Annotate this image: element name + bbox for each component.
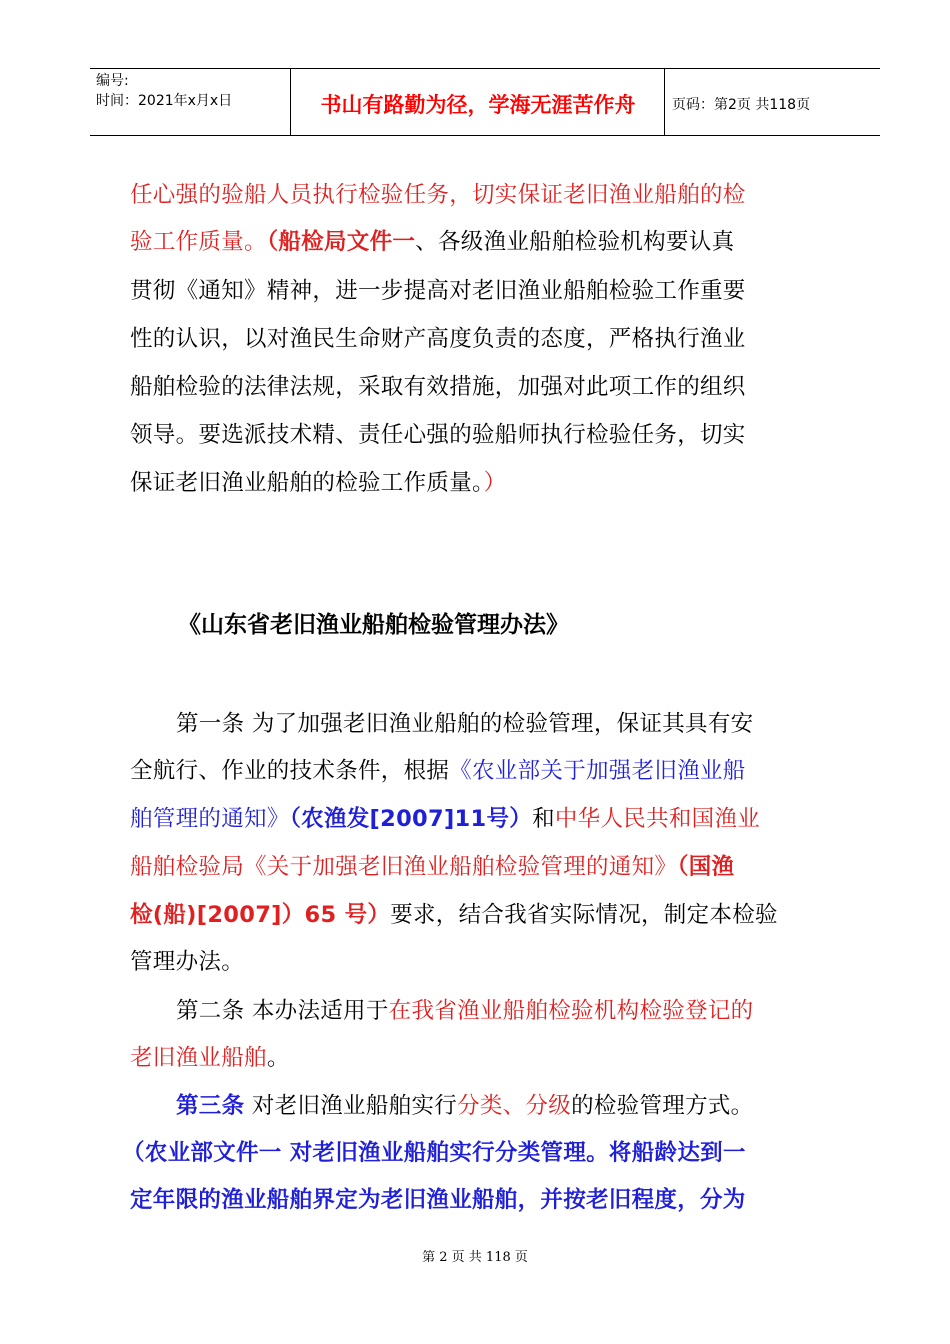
article1-line-3-b: （农渔发[2007]11号） bbox=[289, 806, 533, 832]
article2-line-1-a: 第二条 本办法适用于 bbox=[176, 998, 389, 1024]
para1-line-4: 性的认识，以对渔民生命财产高度负责的态度，严格执行渔业 bbox=[130, 326, 746, 352]
article3-line-3: 定年限的渔业船舶界定为老旧渔业船舶，并按老旧程度，分为 bbox=[130, 1187, 746, 1213]
article1-line-4-a: 船舶检验局《关于加强老旧渔业船舶检验管理的通知》 bbox=[130, 854, 678, 880]
para1-line-6: 领导。要选派技术精、责任心强的验船师执行检验任务，切实 bbox=[130, 422, 746, 448]
para1-line-7-b: ） bbox=[483, 470, 507, 496]
header-bottom-rule bbox=[90, 135, 880, 136]
para1-line-2-b: （船检局文件一 bbox=[266, 229, 416, 255]
article2-line-2-a: 老旧渔业船舶 bbox=[130, 1045, 267, 1071]
article3-line-1-c: 分类、分级 bbox=[457, 1093, 572, 1119]
article3-line-1-a: 第三条 bbox=[176, 1093, 245, 1119]
article3-line-2: （农业部文件一 对老旧渔业船舶实行分类管理。将船龄达到一 bbox=[122, 1140, 746, 1166]
article3-line-1-b: 对老旧渔业船舶实行 bbox=[244, 1093, 458, 1119]
article3-line-1-d: 的检验管理方式。 bbox=[571, 1093, 754, 1119]
document-title: 《山东省老旧渔业船舶检验管理办法》 bbox=[178, 612, 569, 638]
article1-line-3 bbox=[130, 804, 760, 834]
article1-line-4-b: （国渔 bbox=[677, 854, 735, 880]
header-page-label: 页码：第2页 共118页 bbox=[672, 97, 811, 113]
article1-line-6: 管理办法。 bbox=[130, 949, 245, 975]
para1-line-7 bbox=[130, 468, 506, 498]
article1-line-1: 第一条 为了加强老旧渔业船舶的检验管理，保证其具有安 bbox=[176, 711, 754, 737]
article1-line-2-a: 全航行、作业的技术条件，根据 bbox=[130, 758, 450, 784]
article1-line-3-d: 中华人民共和国渔业 bbox=[554, 806, 761, 832]
para1-line-2-c: 、各级渔业船舶检验机构要认真 bbox=[415, 229, 735, 255]
header-divider-right bbox=[664, 68, 665, 136]
para1-line-2 bbox=[130, 227, 734, 257]
article2-line-2 bbox=[130, 1043, 290, 1073]
article1-line-2-b: 《农业部关于加强老旧渔业船 bbox=[449, 758, 746, 784]
para1-line-5: 船舶检验的法律法规，采取有效措施，加强对此项工作的组织 bbox=[130, 374, 746, 400]
article1-line-5-b: 要求，结合我省实际情况，制定本检验 bbox=[390, 902, 778, 928]
para1-line-2-a: 验工作质量。 bbox=[130, 229, 267, 255]
article1-line-5 bbox=[130, 900, 778, 930]
article2-line-1 bbox=[176, 996, 753, 1026]
header-divider-left bbox=[290, 68, 291, 136]
article1-line-3-c: 和 bbox=[532, 806, 555, 832]
article1-line-4 bbox=[130, 852, 734, 882]
article2-line-1-b: 在我省渔业船舶检验机构检验登记的 bbox=[388, 998, 754, 1024]
header-motto: 书山有路勤为径，学海无涯苦作舟 bbox=[320, 93, 636, 117]
article1-line-5-a: 检(船)[2007]）65 号） bbox=[130, 902, 391, 928]
header-top-rule bbox=[90, 68, 880, 69]
para1-line-3: 贯彻《通知》精神，进一步提高对老旧渔业船舶检验工作重要 bbox=[130, 278, 746, 304]
para1-line-1: 任心强的验船人员执行检验任务，切实保证老旧渔业船舶的检 bbox=[130, 182, 746, 208]
article1-line-2 bbox=[130, 756, 746, 786]
article2-line-2-b: 。 bbox=[266, 1045, 290, 1071]
para1-line-7-a: 保证老旧渔业船舶的检验工作质量。 bbox=[130, 470, 484, 496]
header-time-label: 时间：2021年x月x日 bbox=[96, 93, 233, 109]
page-footer: 第 2 页 共 118 页 bbox=[422, 1250, 528, 1265]
article1-line-3-a: 舶管理的通知》 bbox=[130, 806, 290, 832]
article3-line-1 bbox=[176, 1091, 753, 1121]
header-code-label: 编号: bbox=[96, 73, 129, 89]
